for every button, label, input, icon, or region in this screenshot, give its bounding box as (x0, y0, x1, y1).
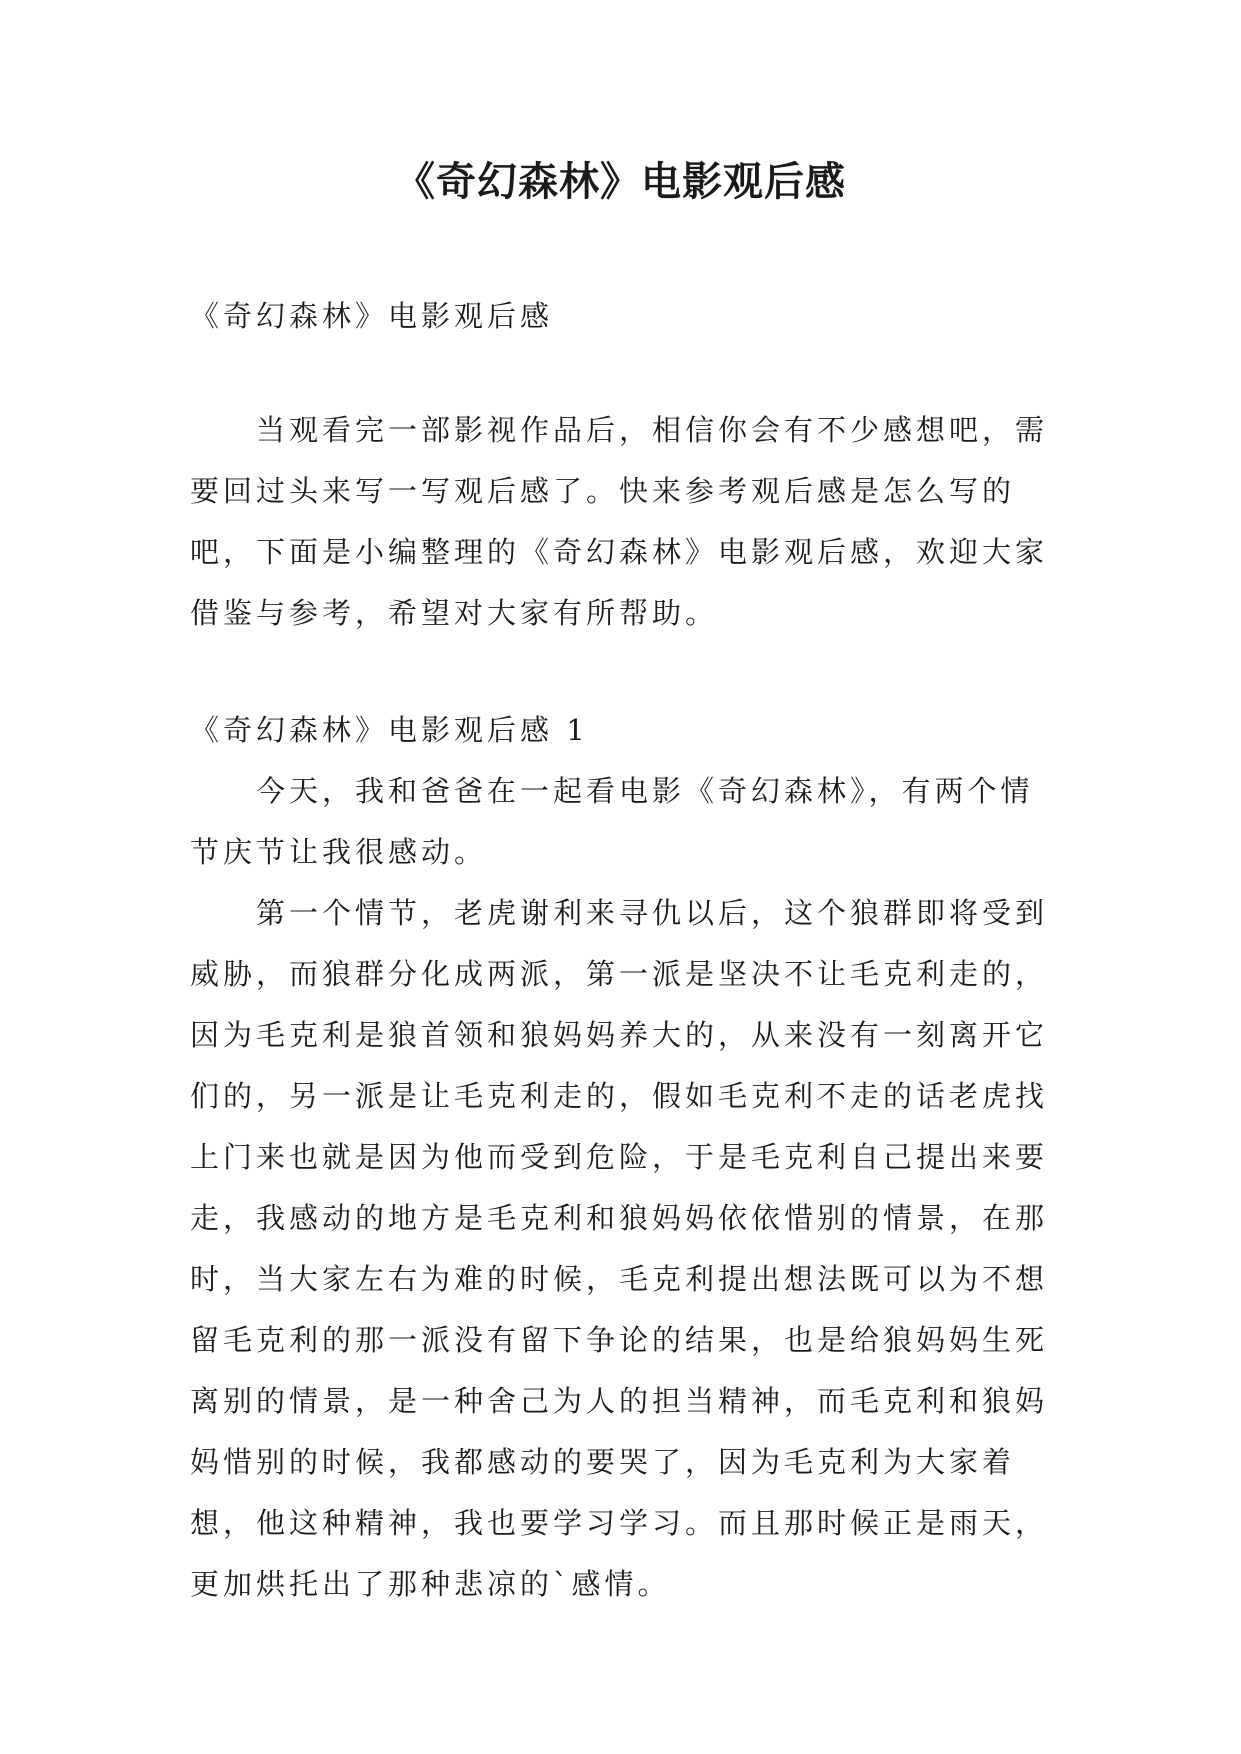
body-paragraph-1: 今天，我和爸爸在一起看电影《奇幻森林》，有两个情节庆节让我很感动。 (190, 774, 1034, 869)
document-subtitle: 《奇幻森林》电影观后感 (190, 299, 554, 333)
section-heading: 《奇幻森林》电影观后感 1 (190, 713, 589, 747)
body-paragraph-2: 第一个情节，老虎谢利来寻仇以后，这个狼群即将受到威胁，而狼群分化成两派，第一派是坚决不让毛克利走的，因为毛克利是狼首领和狼妈妈养大的，从来没有一刻离开它们的，另一派是让毛克利走的，假如毛克利不走的话老虎找上门来也就是因为他而受到危险，于是毛克利自己提出来要走，我感动的地方是毛克利和狼妈妈依依惜别的情景，在那时，当大家左右为难的时候，毛克利提出想法既可以为不想留毛克利的那一派没有留下争论的结果，也是给狼妈妈生死离别的情景，是一种舍己为人的担当精神，而毛克利和狼妈妈惜别的时候，我都感动的要哭了，因为毛克利为大家着想，他这种精神，我也要学习学习。而且那时候正是雨天，更加烘托出了那种悲凉的`感情。 (190, 896, 1049, 1601)
document-title: 《奇幻森林》电影观后感 (395, 159, 846, 205)
intro-paragraph: 当观看完一部影视作品后，相信你会有不少感想吧，需要回过头来写一写观后感了。快来参考观后感是怎么写的吧，下面是小编整理的《奇幻森林》电影观后感，欢迎大家借鉴与参考，希望对大家有所帮助。 (190, 413, 1049, 630)
